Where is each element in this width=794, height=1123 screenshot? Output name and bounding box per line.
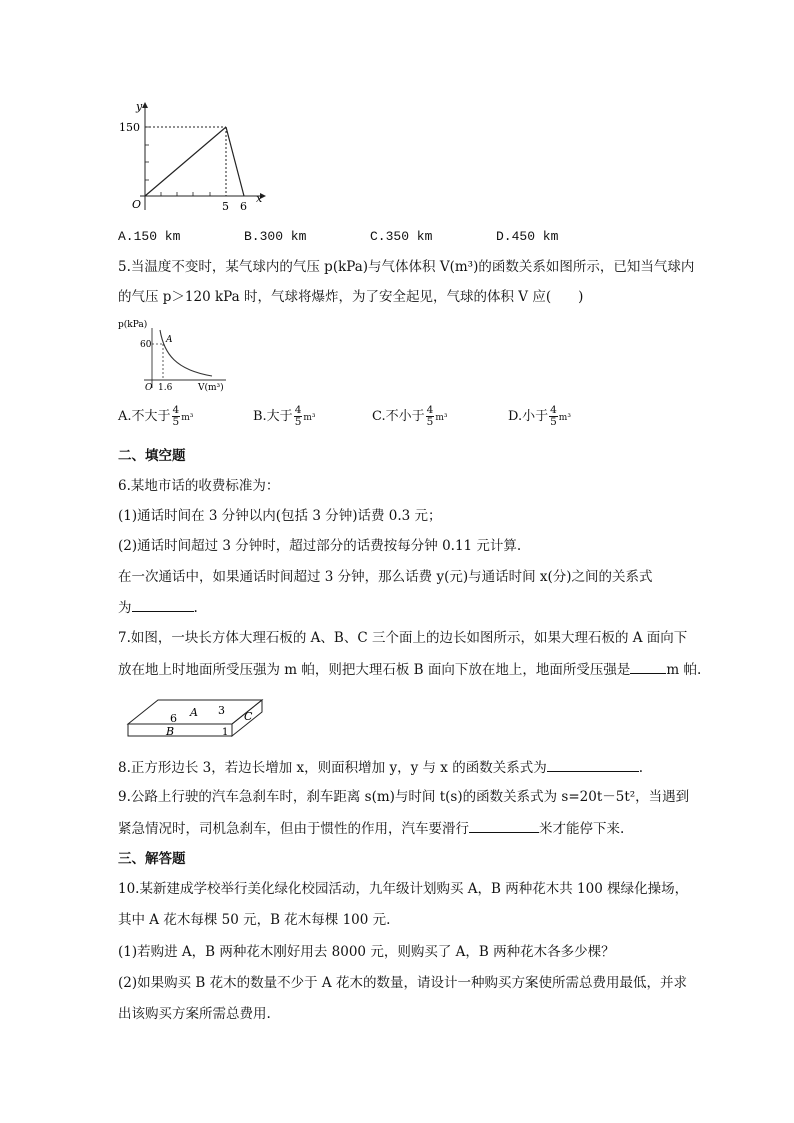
q5-option-a: A.不大于 $\frac{4}{5}$ m³: [118, 404, 194, 428]
q6-line-4: 在一次通话中，如果通话时间超过 3 分钟，那么话费 y(元)与通话时间 x(分)之间的关系式: [118, 569, 653, 585]
q7-line-1: 7.如图，一块长方体大理石板的 A、B、C 三个面上的边长如图所示，如果大理石板的 A 面向下: [118, 630, 688, 646]
slab-front-face: [128, 724, 232, 736]
q10-line-1: 10.某新建成学校举行美化绿化校园活动，九年级计划购买 A，B 两种花木共 100 棵绿化操场，: [118, 881, 689, 897]
q10-line-5: 出该购买方案所需总费用.: [118, 1006, 271, 1022]
graph2-x-label: V(m³): [198, 383, 224, 393]
section-fill-in-heading: 二、填空题: [118, 448, 186, 464]
q5-option-c: C.不小于 $\frac{4}{5}$ m³: [372, 404, 448, 428]
q6-answer-blank[interactable]: [132, 597, 194, 612]
q4-option-c: C.350 km: [370, 229, 433, 244]
slab-face-c: C: [244, 710, 253, 723]
q10-line-4: (2)如果购买 B 花木的数量不少于 A 花木的数量，请设计一种购买方案使所需总费用最低，并求: [118, 975, 687, 991]
section-solution-heading: 三、解答题: [118, 851, 186, 867]
graph2-x-tick-1.6: 1.6: [158, 383, 173, 393]
graph2-y-label: p(kPa): [118, 320, 148, 330]
q8-answer-blank[interactable]: [547, 757, 639, 772]
q4-option-b: B.300 km: [244, 229, 307, 244]
slab-face-a: A: [190, 706, 198, 719]
q9-answer-blank[interactable]: [469, 818, 539, 833]
slab-face-b: B: [166, 725, 175, 738]
q5-line-2: 的气压 p＞120 kPa 时，气球将爆炸，为了安全起见，气球的体积 V 应( ): [118, 289, 584, 305]
fraction: $\frac{4}{5}$: [172, 404, 180, 428]
slab-length-6: 6: [170, 712, 177, 725]
q5-option-b: B.大于 $\frac{4}{5}$ m³: [253, 404, 316, 428]
graph1-origin: O: [132, 198, 142, 211]
fraction: $\frac{4}{5}$: [550, 404, 557, 428]
graph2-origin: O: [145, 383, 153, 393]
q10-line-3: (1)若购进 A，B 两种花木刚好用去 8000 元，则购买了 A，B 两种花木各多少棵？: [118, 944, 615, 960]
fraction: $\frac{4}{5}$: [294, 404, 302, 428]
graph1-x-tick-6: 6: [240, 200, 247, 213]
q6-line-3: (2)通话时间超过 3 分钟时，超过部分的话费按每分钟 0.11 元计算.: [118, 538, 522, 554]
q7-answer-blank[interactable]: [630, 659, 666, 674]
graph1-y-tick-150: 150: [119, 121, 140, 134]
q4-option-a: A.150 km: [118, 229, 181, 244]
marble-slab-figure: [118, 694, 268, 744]
q10-line-2: 其中 A 花木每棵 50 元，B 花木每棵 100 元.: [118, 912, 391, 928]
slab-length-1: 1: [222, 727, 229, 738]
graph1-y-label: y: [136, 100, 143, 113]
graph1-fall-segment: [226, 127, 244, 196]
q8-line: 8.正方形边长 3，若边长增加 x，则面积增加 y，y 与 x 的函数关系式为 .: [118, 757, 643, 778]
q6-line-1: 6.某地市话的收费标准为：: [118, 478, 280, 494]
q4-option-d: D.450 km: [496, 229, 559, 244]
q5-option-d: D.小于 $\frac{4}{5}$ m³: [508, 404, 571, 428]
slab-length-3: 3: [218, 704, 225, 717]
pressure-volume-graph: [118, 316, 230, 394]
q6-line-2: (1)通话时间在 3 分钟以内(包括 3 分钟)话费 0.3 元；: [118, 508, 442, 524]
q9-line-1: 9.公路上行驶的汽车急刹车时，刹车距离 s(m)与时间 t(s)的函数关系式为 s=20t－5t²，当遇到: [118, 789, 690, 805]
distance-time-graph: [118, 100, 268, 215]
q6-line-5: 为 .: [118, 597, 198, 618]
graph2-y-tick-60: 60: [140, 340, 152, 350]
q7-line-2: 放在地上时地面所受压强为 m 帕，则把大理石板 B 面向下放在地上，地面所受压强是 m 帕.: [118, 659, 701, 680]
graph1-x-label: x: [256, 192, 263, 205]
fraction: $\frac{4}{5}$: [426, 404, 434, 428]
q9-line-2: 紧急情况时，司机急刹车，但由于惯性的作用，汽车要滑行 米才能停下来.: [118, 818, 624, 839]
graph2-point-a: A: [166, 335, 173, 345]
graph1-x-tick-5: 5: [222, 200, 229, 213]
q5-line-1: 5.当温度不变时，某气球内的气压 p(kPa)与气体体积 V(m³)的函数关系如图所示，已知当气球内: [118, 259, 695, 275]
graph1-y-arrow: [142, 102, 148, 108]
graph1-rise-segment: [145, 127, 226, 196]
